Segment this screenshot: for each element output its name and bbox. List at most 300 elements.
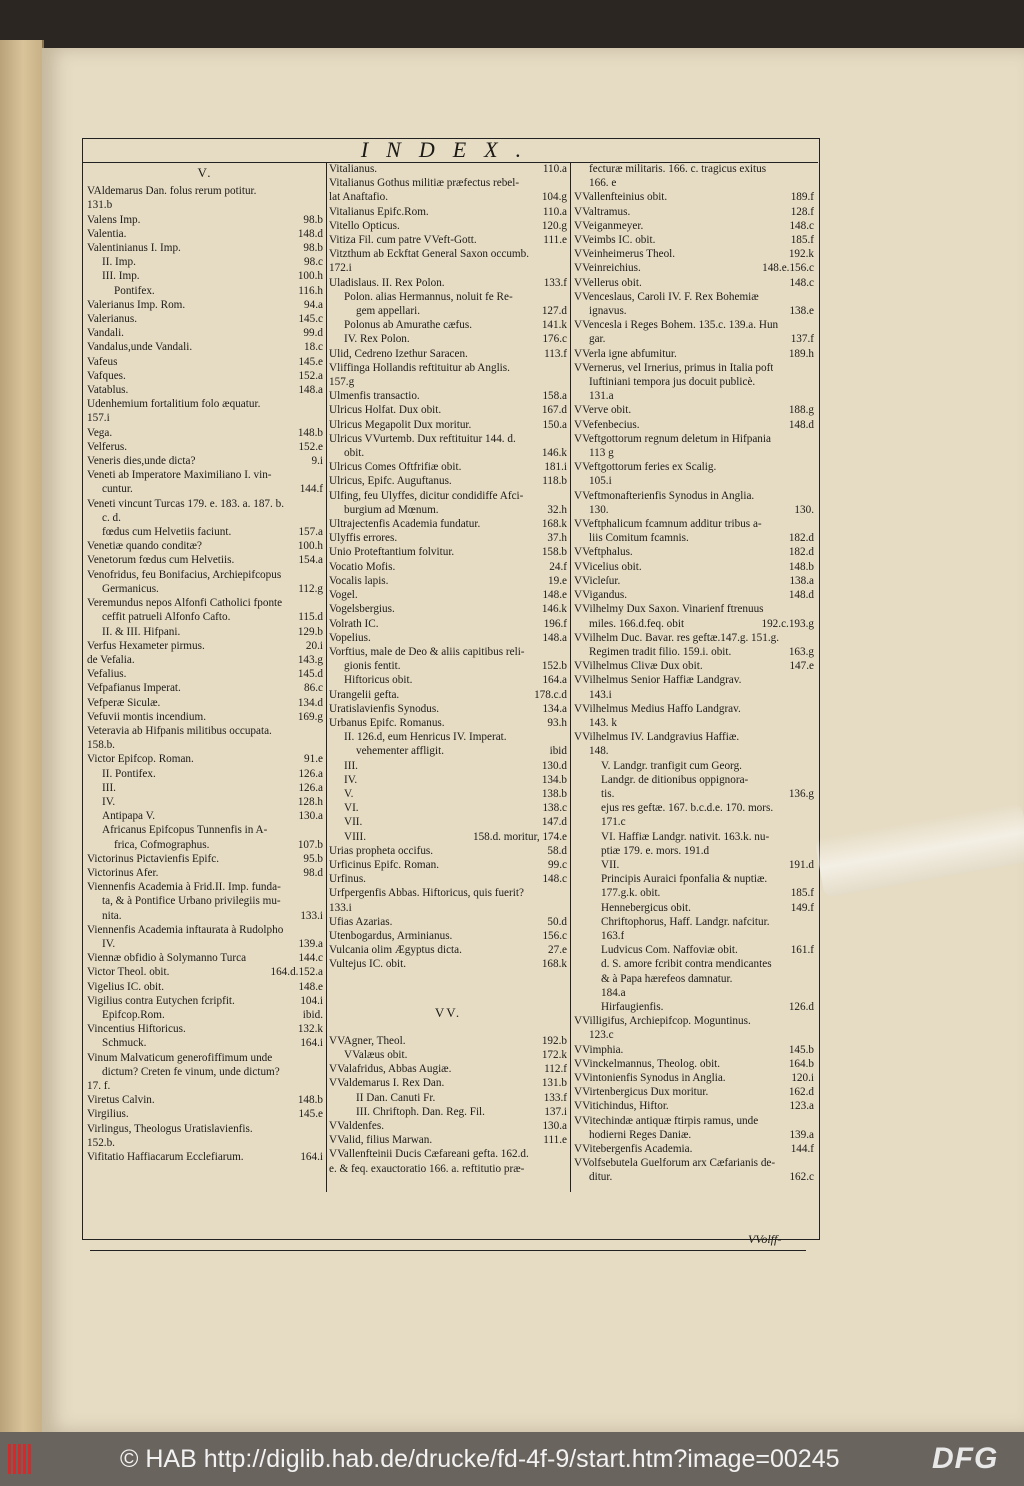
entry-reference bbox=[319, 894, 323, 908]
entry-reference: 134.b bbox=[541, 773, 567, 786]
entry-reference: 110.a bbox=[542, 205, 567, 218]
entry-reference: 128.h bbox=[297, 795, 323, 808]
index-entry bbox=[326, 432, 570, 446]
entry-reference bbox=[319, 497, 323, 511]
index-entry bbox=[326, 460, 570, 474]
entry-reference: 154.a bbox=[298, 554, 323, 567]
index-entry bbox=[571, 702, 817, 716]
entry-reference: 137.i bbox=[544, 1105, 567, 1118]
entry-text: Urfpergenfis Abbas. Hiftoricus, quis fuerit? bbox=[329, 887, 524, 900]
entry-reference bbox=[319, 596, 323, 610]
entry-text: VVefenbecius. bbox=[574, 418, 640, 431]
entry-text: Antipapa V. bbox=[102, 810, 156, 823]
entry-reference: 115.d bbox=[298, 611, 323, 624]
entry-reference: 147.e bbox=[789, 660, 814, 673]
index-entry bbox=[326, 1062, 570, 1076]
index-entry bbox=[571, 489, 817, 503]
entry-reference bbox=[810, 986, 814, 1000]
entry-text: Hiftoricus obit. bbox=[344, 674, 413, 687]
index-entry bbox=[326, 375, 570, 389]
entry-text: Valerianus. bbox=[87, 313, 138, 326]
entry-text: Vatablus. bbox=[87, 384, 129, 397]
entry-text: 143. k bbox=[589, 716, 617, 729]
entry-reference: 134.d bbox=[297, 696, 323, 709]
entry-text: 17. f. bbox=[87, 1080, 111, 1092]
index-entry bbox=[84, 1107, 326, 1121]
entry-text: III. Imp. bbox=[102, 270, 140, 283]
index-entry bbox=[84, 440, 326, 454]
entry-reference: 104.i bbox=[300, 994, 323, 1007]
index-entry bbox=[571, 673, 817, 687]
index-entry bbox=[326, 702, 570, 716]
entry-text: Epifcop.Rom. bbox=[102, 1008, 165, 1021]
entry-text: Pontifex. bbox=[114, 284, 155, 297]
index-entry bbox=[571, 1000, 817, 1014]
index-entry bbox=[84, 511, 326, 525]
index-entry bbox=[571, 759, 817, 773]
entry-text: III. Chriftoph. Dan. Reg. Fil. bbox=[356, 1105, 485, 1118]
entry-text: VVilhelm Duc. Bavar. res geftæ.147.g. 151.g. bbox=[574, 631, 780, 644]
index-entry bbox=[571, 659, 817, 673]
entry-text: VVilhelmy Dux Saxon. Vinarienf ftrenuus bbox=[574, 603, 764, 616]
entry-text: Vitalianus. bbox=[329, 163, 378, 175]
entry-text: 163.f bbox=[601, 929, 625, 942]
entry-reference: 163.g bbox=[788, 645, 814, 658]
entry-reference: 137.f bbox=[790, 333, 814, 346]
entry-text: Hennebergicus obit. bbox=[601, 901, 691, 914]
index-entry bbox=[84, 369, 326, 383]
index-entry bbox=[326, 474, 570, 488]
index-entry bbox=[326, 659, 570, 673]
index-entry bbox=[84, 795, 326, 809]
index-entry bbox=[326, 943, 570, 957]
entry-reference: 18.c bbox=[304, 341, 323, 354]
index-entry bbox=[571, 233, 817, 247]
entry-reference: ibid. bbox=[302, 1008, 323, 1021]
entry-text: 172.i bbox=[329, 262, 352, 275]
source-credit[interactable]: © HAB http://diglib.hab.de/drucke/fd-4f-9/start.htm?image=00245 bbox=[120, 1445, 840, 1473]
index-entry bbox=[326, 957, 570, 971]
entry-reference: 148.a bbox=[542, 631, 567, 644]
entry-reference: 152.a bbox=[298, 369, 323, 382]
index-entry bbox=[571, 1128, 817, 1142]
entry-text: VVeinheimerus Theol. bbox=[574, 248, 676, 261]
entry-text: Volrath IC. bbox=[329, 617, 379, 630]
entry-text: Urfinus. bbox=[329, 873, 366, 886]
entry-reference: 129.b bbox=[297, 625, 323, 638]
entry-text: ditur. bbox=[589, 1171, 613, 1184]
index-entry bbox=[571, 205, 817, 219]
entry-reference: 192.b bbox=[541, 1034, 567, 1047]
index-entry bbox=[326, 489, 570, 503]
entry-reference bbox=[810, 432, 814, 446]
index-entry bbox=[571, 247, 817, 261]
index-entry bbox=[571, 872, 817, 886]
entry-reference bbox=[319, 738, 323, 752]
entry-reference: 169.g bbox=[297, 710, 323, 723]
entry-text: Ulfing, feu Ulyffes, dicitur condidiffe Afci- bbox=[329, 489, 524, 502]
entry-text: VVAgner, Theol. bbox=[329, 1034, 406, 1047]
entry-reference: 120.i bbox=[791, 1072, 814, 1084]
entry-text: VValid, filius Marwan. bbox=[329, 1134, 433, 1147]
entry-text: VValæus obit. bbox=[344, 1048, 408, 1061]
entry-text: ceffit patrueli Alfonfo Cafto. bbox=[102, 611, 231, 624]
entry-text: hodierni Reges Daniæ. bbox=[589, 1128, 692, 1141]
entry-text: VAldemarus Dan. folus rerum potitur. bbox=[87, 185, 257, 198]
index-entry bbox=[326, 162, 570, 176]
entry-reference: 19.e bbox=[548, 574, 567, 587]
entry-text: IV. Rex Polon. bbox=[344, 333, 410, 346]
index-entry bbox=[84, 411, 326, 425]
index-entry bbox=[571, 1014, 817, 1028]
index-entry bbox=[571, 1028, 817, 1042]
entry-reference: 9.i bbox=[311, 455, 323, 468]
index-entry bbox=[571, 190, 817, 204]
entry-reference bbox=[810, 1156, 814, 1170]
entry-text: Vafeus bbox=[87, 355, 118, 368]
entry-text: Victorinus Afer. bbox=[87, 866, 159, 879]
entry-reference: 126.a bbox=[298, 767, 323, 780]
spacer bbox=[326, 1024, 570, 1034]
entry-text: VVeftphalicum fcamnum additur tribus a- bbox=[574, 518, 762, 531]
index-entry bbox=[326, 1091, 570, 1105]
entry-text: VII. bbox=[601, 858, 620, 871]
entry-reference: 123.a bbox=[789, 1100, 814, 1113]
index-entry bbox=[326, 446, 570, 460]
index-entry bbox=[84, 1008, 326, 1022]
entry-text: VVeiganmeyer. bbox=[574, 219, 644, 232]
entry-reference: 111.e bbox=[543, 1134, 567, 1147]
previous-page-edge bbox=[0, 40, 44, 1432]
entry-reference: 164.d.152.a bbox=[270, 966, 323, 979]
entry-reference: 107.b bbox=[297, 838, 323, 851]
index-entry bbox=[84, 397, 326, 411]
entry-reference: 148.d bbox=[788, 589, 814, 602]
index-entry bbox=[571, 815, 817, 829]
entry-reference: 192.k bbox=[788, 248, 814, 261]
index-entry bbox=[84, 639, 326, 653]
index-entry bbox=[84, 681, 326, 695]
entry-reference bbox=[810, 673, 814, 687]
entry-text: VVimphia. bbox=[574, 1043, 624, 1056]
entry-text: VVilhelmus Senior Haffiæ Landgrav. bbox=[574, 674, 742, 687]
entry-reference bbox=[319, 823, 323, 837]
entry-text: Viennenfis Academia à Frid.II. Imp. funda- bbox=[87, 881, 281, 894]
entry-reference: 99.c bbox=[548, 858, 567, 871]
index-entry bbox=[84, 497, 326, 511]
index-entry bbox=[326, 1162, 570, 1176]
entry-reference bbox=[563, 1147, 567, 1161]
entry-reference bbox=[810, 474, 814, 488]
index-entry bbox=[84, 340, 326, 354]
entry-text: frica, Cofmographus. bbox=[114, 838, 210, 851]
entry-reference: 94.a bbox=[304, 298, 323, 311]
entry-text: burgium ad Mœnum. bbox=[344, 503, 439, 516]
entry-text: III. bbox=[344, 759, 358, 772]
entry-text: Victor Epifcop. Roman. bbox=[87, 753, 194, 766]
entry-text: Urias propheta occifus. bbox=[329, 844, 434, 857]
entry-text: VValtramus. bbox=[574, 205, 631, 218]
entry-reference: 162.c bbox=[789, 1171, 814, 1184]
entry-reference: 126.a bbox=[298, 781, 323, 794]
index-entry bbox=[571, 276, 817, 290]
index-entry bbox=[326, 318, 570, 332]
entry-text: II. 126.d, eum Henricus IV. Imperat. bbox=[344, 731, 507, 744]
entry-reference bbox=[319, 1122, 323, 1136]
index-entry bbox=[326, 261, 570, 275]
entry-text: VVerve obit. bbox=[574, 404, 632, 417]
index-entry bbox=[84, 1022, 326, 1036]
entry-text: Vandali. bbox=[87, 327, 124, 340]
entry-reference: 27.e bbox=[548, 944, 567, 957]
entry-reference: 139.a bbox=[789, 1128, 814, 1141]
entry-reference: 95.b bbox=[303, 852, 323, 865]
entry-reference: 37.h bbox=[547, 532, 567, 545]
index-entry bbox=[326, 1048, 570, 1062]
entry-reference: 189.f bbox=[790, 191, 814, 204]
entry-text: VVeftmonafterienfis Synodus in Anglia. bbox=[574, 489, 755, 502]
entry-reference bbox=[563, 176, 567, 190]
index-column-3 bbox=[571, 162, 817, 1192]
index-entry bbox=[84, 539, 326, 553]
entry-text: Veneris dies,unde dicta? bbox=[87, 455, 196, 468]
index-entry bbox=[326, 247, 570, 261]
index-entry bbox=[571, 617, 817, 631]
entry-reference: 118.b bbox=[542, 475, 567, 488]
entry-reference: 185.f bbox=[790, 234, 814, 247]
entry-text: Vorftius, male de Deo & aliis capitibus reli- bbox=[329, 645, 525, 658]
entry-text: VVilhelmus Medius Haffo Landgrav. bbox=[574, 702, 741, 715]
entry-reference: 164.a bbox=[542, 674, 567, 687]
index-entry bbox=[571, 375, 817, 389]
entry-reference: 99.d bbox=[303, 327, 323, 340]
index-entry bbox=[326, 673, 570, 687]
entry-reference: 141.k bbox=[541, 319, 567, 332]
index-entry bbox=[84, 923, 326, 937]
entry-text: Vitiza Fil. cum patre VVeft-Gott. bbox=[329, 234, 477, 247]
entry-text: Veteravia ab Hifpanis militibus occupata. bbox=[87, 724, 272, 737]
entry-reference bbox=[810, 929, 814, 943]
index-entry bbox=[84, 667, 326, 681]
entry-reference: 130. bbox=[794, 503, 814, 516]
index-entry bbox=[84, 994, 326, 1008]
entry-reference: 145.e bbox=[298, 1108, 323, 1121]
entry-text: Uratislavienfis Synodus. bbox=[329, 702, 440, 715]
index-entry bbox=[84, 1065, 326, 1079]
entry-text: IV. bbox=[102, 795, 116, 808]
index-entry bbox=[571, 545, 817, 559]
entry-text: gar. bbox=[589, 333, 606, 346]
index-entry bbox=[326, 176, 570, 190]
entry-reference: 158.b bbox=[541, 546, 567, 559]
entry-reference bbox=[319, 511, 323, 525]
entry-text: II Dan. Canuti Fr. bbox=[356, 1091, 436, 1104]
entry-text: Vincentius Hiftoricus. bbox=[87, 1023, 186, 1036]
entry-text: Viennæ obfidio à Solymanno Turca bbox=[87, 952, 247, 965]
entry-text: II. Pontifex. bbox=[102, 767, 156, 780]
entry-text: Venetorum fœdus cum Helvetiis. bbox=[87, 554, 235, 567]
index-entry bbox=[84, 596, 326, 610]
entry-reference bbox=[319, 198, 323, 212]
entry-text: V. Landgr. tranfigit cum Georg. bbox=[601, 759, 742, 772]
entry-reference: 148.e bbox=[542, 589, 567, 602]
entry-reference bbox=[563, 1162, 567, 1176]
entry-reference: 182.d bbox=[788, 532, 814, 545]
index-entry bbox=[571, 403, 817, 417]
entry-reference: 110.a bbox=[542, 163, 567, 175]
index-entry bbox=[571, 361, 817, 375]
entry-text: Urbanus Epifc. Romanus. bbox=[329, 716, 445, 729]
entry-text: Ludvicus Com. Naffoviæ obit. bbox=[601, 944, 738, 957]
index-entry bbox=[326, 560, 570, 574]
entry-reference bbox=[810, 489, 814, 503]
entry-reference bbox=[319, 1065, 323, 1079]
entry-reference: 181.i bbox=[544, 461, 567, 474]
entry-text: ptiæ 179. e. mors. 191.d bbox=[601, 844, 710, 857]
entry-text: 184.a bbox=[601, 986, 626, 999]
entry-reference bbox=[810, 1014, 814, 1028]
entry-reference bbox=[810, 815, 814, 829]
entry-text: 131.b bbox=[87, 199, 113, 212]
entry-reference: 157.a bbox=[298, 526, 323, 539]
index-entry bbox=[84, 468, 326, 482]
entry-reference: 86.c bbox=[304, 682, 323, 695]
entry-reference: 192.c.193.g bbox=[761, 617, 814, 630]
entry-reference: 138.e bbox=[789, 305, 814, 318]
index-entry bbox=[326, 872, 570, 886]
index-entry bbox=[326, 1147, 570, 1161]
entry-reference: 143.g bbox=[297, 653, 323, 666]
index-entry bbox=[571, 176, 817, 190]
index-entry bbox=[84, 866, 326, 880]
index-entry bbox=[326, 517, 570, 531]
entry-reference bbox=[810, 773, 814, 787]
entry-text: Urficinus Epifc. Roman. bbox=[329, 858, 439, 871]
entry-reference: 168.k bbox=[541, 518, 567, 531]
entry-text: Viennenfis Academia inftaurata à Rudolpho bbox=[87, 923, 284, 936]
index-entry bbox=[84, 823, 326, 837]
entry-reference: 156.c bbox=[542, 929, 567, 942]
index-entry bbox=[571, 730, 817, 744]
index-entry bbox=[84, 1122, 326, 1136]
entry-text: Valentia. bbox=[87, 227, 127, 240]
entry-reference: 148.e bbox=[298, 980, 323, 993]
index-entry bbox=[571, 318, 817, 332]
index-entry bbox=[571, 1099, 817, 1113]
entry-reference bbox=[563, 361, 567, 375]
index-entry bbox=[84, 838, 326, 852]
index-column-1 bbox=[84, 162, 327, 1192]
entry-reference: 148.d bbox=[297, 227, 323, 240]
index-entry bbox=[326, 716, 570, 730]
entry-reference bbox=[810, 702, 814, 716]
entry-reference: 58.d bbox=[547, 844, 567, 857]
entry-text: nita. bbox=[102, 909, 122, 922]
index-entry bbox=[571, 830, 817, 844]
hab-logo-icon bbox=[8, 1444, 40, 1474]
index-entry bbox=[326, 531, 570, 545]
entry-reference bbox=[319, 923, 323, 937]
entry-text: Hirfaugienfis. bbox=[601, 1000, 664, 1013]
entry-reference: 32.h bbox=[547, 503, 567, 516]
entry-reference: 172.k bbox=[541, 1048, 567, 1061]
entry-text: Schmuck. bbox=[102, 1037, 147, 1050]
index-entry bbox=[326, 1119, 570, 1133]
entry-reference bbox=[810, 716, 814, 730]
index-entry bbox=[571, 901, 817, 915]
entry-reference bbox=[319, 411, 323, 425]
entry-reference bbox=[810, 872, 814, 886]
entry-text: VI. bbox=[344, 802, 359, 815]
entry-text: VI. Haffiæ Landgr. nativit. 163.k. nu- bbox=[601, 830, 770, 843]
entry-reference bbox=[563, 261, 567, 275]
index-entry bbox=[571, 858, 817, 872]
index-entry bbox=[326, 901, 570, 915]
entry-text: 123.c bbox=[589, 1029, 614, 1042]
entry-text: Vocatio Mofis. bbox=[329, 560, 396, 573]
index-entry bbox=[326, 915, 570, 929]
entry-text: Vitalianus Gothus militiæ præfectus rebel- bbox=[329, 177, 520, 190]
entry-reference bbox=[810, 759, 814, 773]
index-entry bbox=[571, 1142, 817, 1156]
entry-reference bbox=[810, 375, 814, 389]
entry-reference: 148.b bbox=[297, 426, 323, 439]
entry-text: tis. bbox=[601, 787, 615, 800]
entry-reference: 167.d bbox=[541, 404, 567, 417]
entry-text: Velferus. bbox=[87, 440, 128, 453]
bottom-rule bbox=[90, 1250, 806, 1251]
entry-reference bbox=[319, 1051, 323, 1065]
index-entry bbox=[571, 1156, 817, 1170]
entry-text: Vultejus IC. obit. bbox=[329, 958, 407, 971]
entry-text: Uladislaus. II. Rex Polon. bbox=[329, 276, 445, 289]
index-entry bbox=[326, 190, 570, 204]
entry-reference: 149.f bbox=[790, 901, 814, 914]
index-entry bbox=[571, 560, 817, 574]
entry-text: Vitello Opticus. bbox=[329, 219, 400, 232]
index-entry bbox=[571, 716, 817, 730]
entry-reference: 185.f bbox=[790, 887, 814, 900]
index-entry bbox=[326, 332, 570, 346]
entry-text: VVencesla i Reges Bohem. 135.c. 139.a. Hun bbox=[574, 319, 779, 332]
entry-reference bbox=[810, 744, 814, 758]
entry-text: 131.a bbox=[589, 390, 614, 403]
entry-text: Chriftophorus, Haff. Landgr. nafcitur. bbox=[601, 915, 770, 928]
index-entry bbox=[84, 880, 326, 894]
entry-reference bbox=[810, 460, 814, 474]
entry-text: fœdus cum Helvetiis faciunt. bbox=[102, 526, 232, 539]
entry-text: Germanicus. bbox=[102, 582, 159, 595]
index-entry bbox=[326, 787, 570, 801]
index-entry bbox=[326, 418, 570, 432]
index-entry bbox=[571, 943, 817, 957]
index-entry bbox=[84, 1079, 326, 1093]
entry-text: 152.b. bbox=[87, 1136, 115, 1149]
entry-reference bbox=[319, 397, 323, 411]
entry-text: Vulcania olim Ægyptus dicta. bbox=[329, 944, 462, 957]
index-entry bbox=[326, 602, 570, 616]
index-entry bbox=[326, 403, 570, 417]
index-entry bbox=[326, 574, 570, 588]
entry-text: VVigandus. bbox=[574, 589, 628, 602]
entry-text: 143.i bbox=[589, 688, 612, 701]
entry-text: Valentinianus I. Imp. bbox=[87, 242, 181, 255]
entry-text: miles. 166.d.feq. obit bbox=[589, 617, 685, 630]
entry-reference bbox=[810, 972, 814, 986]
entry-reference: 144.f bbox=[299, 483, 323, 496]
entry-reference: 98.b bbox=[303, 213, 323, 226]
index-entry bbox=[326, 276, 570, 290]
